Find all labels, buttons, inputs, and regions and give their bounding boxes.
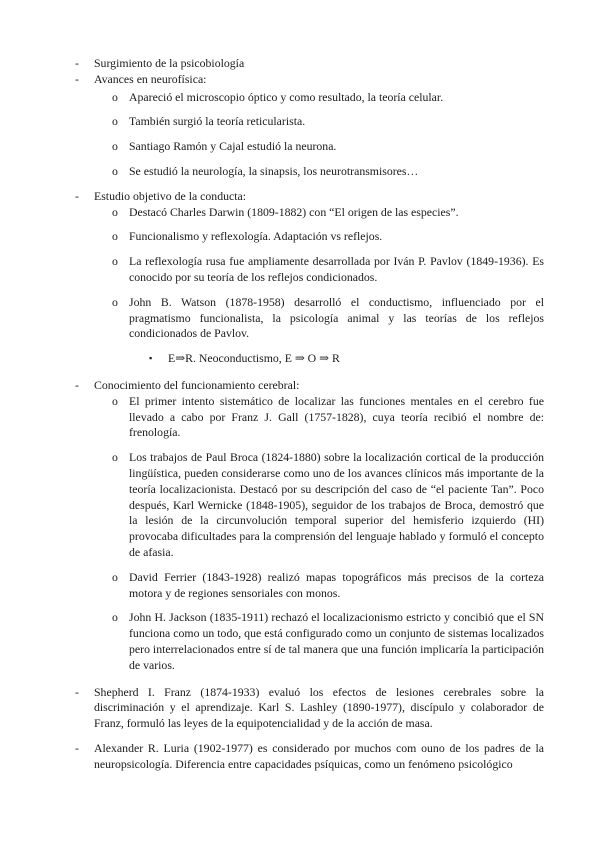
subbullet-text: También surgió la teoría reticularista. xyxy=(129,114,306,129)
subbullet-text: Apareció el microscopio óptico y como resultado, la teoría celular. xyxy=(129,89,444,104)
subbullet-text: El primer intento sistemático de localizar las funciones mentales en el cerebro fue llevado a cabo por Franz J. Gall (1757-1828), cuya teoría recibió el nombre de: frenología. xyxy=(129,393,544,440)
circle-marker: o xyxy=(112,139,118,154)
dash-marker: - xyxy=(75,56,79,70)
circle-marker: o xyxy=(112,569,118,584)
bullet-psicobiologia xyxy=(75,56,544,72)
square-marker: ▪ xyxy=(149,353,153,364)
dash-marker: - xyxy=(75,684,79,699)
bullet-text: Avances en neurofísica: xyxy=(94,71,207,86)
subbullet xyxy=(75,394,544,441)
subbullet-text: John B. Watson (1878-1958) desarrolló el conductismo, influenciado por el pragmatismo funcionalista, la psicología animal y las teorías de los reflejos condicionados de Pavlov. xyxy=(129,294,544,341)
circle-marker: o xyxy=(112,610,118,625)
subbullet-text: Destacó Charles Darwin (1809-1882) con “El origen de las especies”. xyxy=(129,204,459,219)
bullet-text: Conocimiento del funcionamiento cerebral: xyxy=(94,377,300,392)
subbullet-text: Los trabajos de Paul Broca (1824-1880) sobre la localización cortical de la producción lingüística, pueden considerarse como uno de los avances clínicos más importante de la teoría localizacionista. Destacó por su descripción del caso de “el paciente Tan”. Poco después, Karl Wernicke (1848-1905), seguidor de los trabajos de Broca, demostró que la lesión de la circunvolución temporal superior del hemisferio izquierdo (HI) provocaba dificultades para la comprensión del lenguaje hablado y formuló el concepto de afasia. xyxy=(129,450,544,559)
subbullet xyxy=(75,610,544,673)
bullet-text: Alexander R. Luria (1902-1977) es considerado por muchos com ouno de los padres de la neuropsicología. Diferencia entre capacidades psíquicas, como un fenómeno psicológico xyxy=(94,740,544,771)
subbullet xyxy=(75,114,544,130)
circle-marker: o xyxy=(112,294,118,309)
subbullet xyxy=(75,295,544,342)
dash-marker: - xyxy=(75,188,79,203)
circle-marker: o xyxy=(112,89,118,104)
circle-marker: o xyxy=(112,114,118,129)
subbullet xyxy=(75,254,544,286)
subbullet xyxy=(75,90,544,106)
subbullet xyxy=(75,164,544,180)
subbullet-text: John H. Jackson (1835-1911) rechazó el localizacionismo estricto y concibió que el SN funciona como un todo, que está configurado como un conjunto de sistemas localizados pero interrelacionados entre sí de tal manera que una función implicaría la participación de varios. xyxy=(129,610,544,672)
bullet-text: Shepherd I. Franz (1874-1933) evaluó los efectos de lesiones cerebrales sobre la discriminación y el aprendizaje. Karl S. Lashley (1890-1977), discípulo y colaborador de Franz, formuló las leyes de la equipotencialidad y de la acción de masa. xyxy=(94,684,544,731)
dash-marker: - xyxy=(75,71,79,86)
subbullet-text: Santiago Ramón y Cajal estudió la neurona. xyxy=(129,139,337,154)
circle-marker: o xyxy=(112,204,118,219)
bullet-text: Estudio objetivo de la conducta: xyxy=(94,188,247,203)
subbullet-text: Funcionalismo y reflexología. Adaptación vs reflejos. xyxy=(129,229,383,244)
circle-marker: o xyxy=(112,163,118,178)
circle-marker: o xyxy=(112,450,118,465)
bullet-text: Surgimiento de la psicobiología xyxy=(94,56,245,70)
subbullet xyxy=(75,205,544,221)
circle-marker: o xyxy=(112,393,118,408)
subbullet xyxy=(75,450,544,561)
subbullet-text: Se estudió la neurología, la sinapsis, los neurotransmisores… xyxy=(129,163,419,178)
bullet-neurofisica xyxy=(75,72,544,88)
bullet-luria xyxy=(75,741,544,773)
bullet-cerebral xyxy=(75,378,544,394)
dash-marker: - xyxy=(75,377,79,392)
subbullet-text: David Ferrier (1843-1928) realizó mapas topográficos más precisos de la corteza motora y de regiones sensoriales con monos. xyxy=(129,569,544,600)
dash-marker: - xyxy=(75,740,79,755)
subbullet-text: La reflexología rusa fue ampliamente desarrollada por Iván P. Pavlov (1849-1936). Es conocido por su teoría de los reflejos condicionados. xyxy=(129,254,544,284)
subsubbullet xyxy=(75,351,544,367)
subbullet xyxy=(75,139,544,155)
subbullet xyxy=(75,570,544,602)
circle-marker: o xyxy=(112,229,118,244)
subsubbullet-text: E⇒R. Neoconductismo, E ⇒ O ⇒ R xyxy=(168,351,340,366)
bullet-franz xyxy=(75,685,544,732)
subbullet xyxy=(75,229,544,245)
bullet-conducta xyxy=(75,189,544,205)
circle-marker: o xyxy=(112,254,118,269)
